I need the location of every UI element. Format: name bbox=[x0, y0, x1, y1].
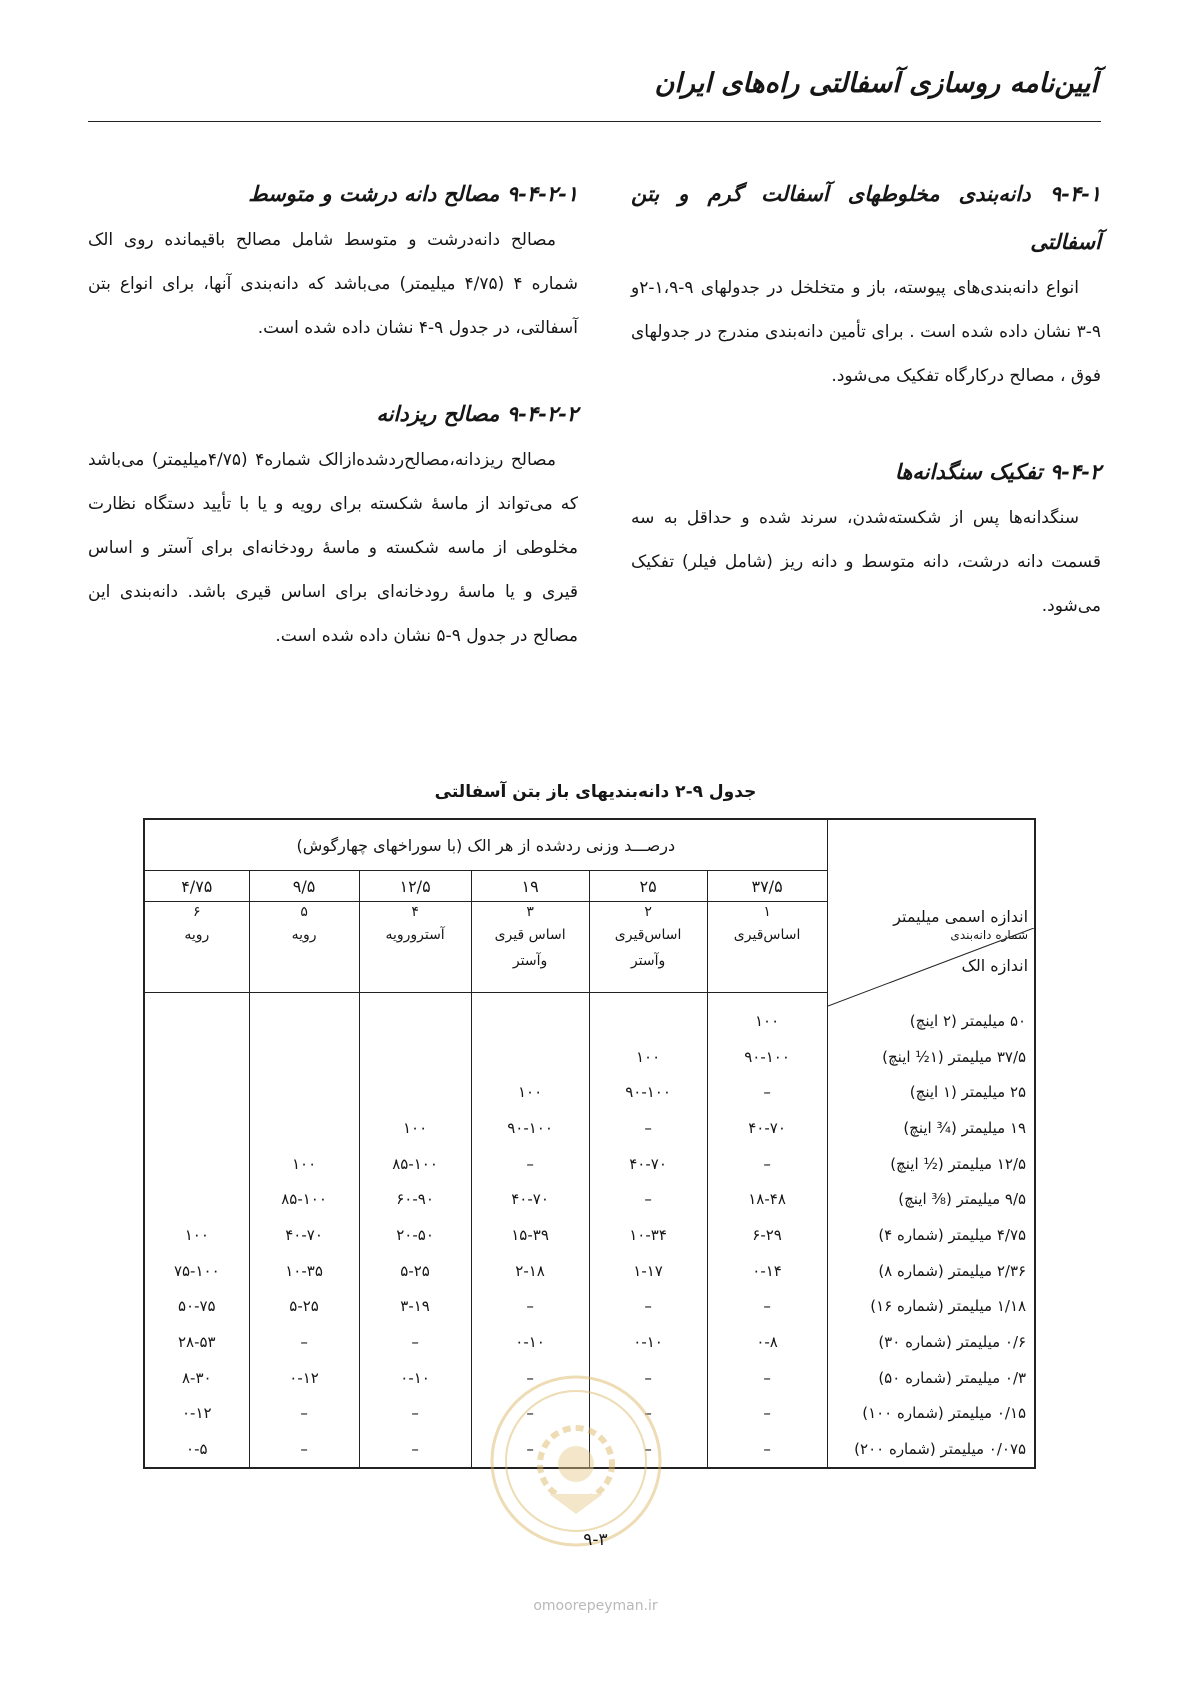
percent-passing-cell: – bbox=[471, 1396, 589, 1432]
percent-passing-cell: – bbox=[471, 1360, 589, 1396]
percent-passing-cell bbox=[144, 1039, 249, 1075]
header-rule bbox=[88, 121, 1101, 122]
percent-passing-cell: ۰-۱۲ bbox=[249, 1360, 359, 1396]
nominal-size-4: ۱۲/۵ bbox=[359, 871, 471, 902]
percent-passing-cell: ۹۰-۱۰۰ bbox=[707, 1039, 827, 1075]
nominal-size-2: ۲۵ bbox=[589, 871, 707, 902]
table-caption: جدول ۹-۲ دانه‌بندیهای باز بتن آسفالتی bbox=[434, 782, 757, 802]
percent-passing-cell: ۸۵-۱۰۰ bbox=[359, 1146, 471, 1182]
grade-use-line2: وآستر bbox=[630, 953, 666, 969]
nominal-size-header: اندازه اسمی میلیمتر bbox=[893, 907, 1029, 927]
sieve-size-label: ۱۹ میلیمتر (¾ اینچ) bbox=[827, 1110, 1035, 1146]
percent-passing-cell bbox=[144, 1074, 249, 1110]
percent-passing-cell: ۴۰-۷۰ bbox=[249, 1217, 359, 1253]
grade-use-line1: رویه bbox=[291, 927, 317, 943]
percent-passing-cell: ۰-۱۰ bbox=[589, 1324, 707, 1360]
percent-passing-cell bbox=[471, 1039, 589, 1075]
table-row bbox=[144, 1110, 1035, 1146]
percent-passing-cell: – bbox=[589, 1289, 707, 1325]
percent-passing-cell: – bbox=[589, 1360, 707, 1396]
table-row bbox=[144, 1039, 1035, 1075]
percent-passing-cell: – bbox=[249, 1324, 359, 1360]
grade-use-4 bbox=[359, 922, 471, 993]
percent-passing-cell: ۴۰-۷۰ bbox=[589, 1146, 707, 1182]
percent-passing-cell bbox=[589, 993, 707, 1039]
table-row bbox=[144, 1217, 1035, 1253]
percent-passing-cell: ۱۸-۴۸ bbox=[707, 1181, 827, 1217]
nominal-size-3: ۱۹ bbox=[471, 871, 589, 902]
sieve-size-label: ۳۷/۵ میلیمتر (۱½ اینچ) bbox=[827, 1039, 1035, 1075]
section-title-9-4-2-1: ۹-۴-۲-۱ مصالح دانه درشت و متوسط bbox=[248, 181, 578, 206]
nominal-size-5: ۹/۵ bbox=[249, 871, 359, 902]
running-title: آیین‌نامه روسازی آسفالتی راه‌های ایران bbox=[654, 68, 1098, 99]
percent-passing-cell bbox=[359, 993, 471, 1039]
percent-passing-cell: ۶-۲۹ bbox=[707, 1217, 827, 1253]
percent-passing-cell bbox=[359, 1074, 471, 1110]
sieve-size-label: ۱/۱۸ میلیمتر (شماره ۱۶) bbox=[827, 1289, 1035, 1325]
grade-number-5: ۵ bbox=[249, 902, 359, 923]
percent-passing-cell bbox=[249, 1110, 359, 1146]
percent-passing-cell: ۰-۱۰ bbox=[471, 1324, 589, 1360]
percent-passing-cell: ۰-۵ bbox=[144, 1431, 249, 1468]
percent-passing-cell: – bbox=[471, 1146, 589, 1182]
watermark-seal-icon bbox=[489, 1374, 663, 1548]
percent-passing-cell: ۶۰-۹۰ bbox=[359, 1181, 471, 1217]
grade-use-line2: وآستر bbox=[512, 953, 548, 969]
percent-passing-cell: ۷۵-۱۰۰ bbox=[144, 1253, 249, 1289]
percent-passing-cell: – bbox=[707, 1360, 827, 1396]
table-row bbox=[144, 1074, 1035, 1110]
percent-passing-cell: ۱۰-۳۴ bbox=[589, 1217, 707, 1253]
percent-passing-cell: – bbox=[589, 1181, 707, 1217]
sieve-size-label: ۲۵ میلیمتر (۱ اینچ) bbox=[827, 1074, 1035, 1110]
nominal-size-6: ۴/۷۵ bbox=[144, 871, 249, 902]
section-title-9-4-1: ۹-۴-۱ دانه‌بندی مخلوطهای آسفالت گرم و بتن آسفالتی bbox=[631, 181, 1101, 254]
percent-passing-cell: – bbox=[471, 1289, 589, 1325]
sieve-size-label: ۹/۵ میلیمتر (⅜ اینچ) bbox=[827, 1181, 1035, 1217]
percent-passing-cell: ۱۰۰ bbox=[707, 993, 827, 1039]
percent-passing-cell bbox=[144, 993, 249, 1039]
grade-use-line1: رویه bbox=[184, 927, 210, 943]
percent-passing-cell: – bbox=[707, 1146, 827, 1182]
percent-passing-cell: ۰-۸ bbox=[707, 1324, 827, 1360]
section-text-9-4-2-1: مصالح دانه‌درشت و متوسط شامل مصالح باقیمانده روی الک شماره ۴ (۴/۷۵ میلیمتر) می‌باشد که دانه‌بندی آنها، برای انواع بتن آسفالتی، در جدول ۹-۴ نشان داده شده است. bbox=[88, 230, 578, 338]
percent-passing-cell: – bbox=[707, 1289, 827, 1325]
grade-use-1 bbox=[707, 922, 827, 993]
table-row bbox=[144, 1253, 1035, 1289]
sieve-size-label: ۵۰ میلیمتر (۲ اینچ) bbox=[827, 993, 1035, 1039]
percent-passing-cell bbox=[144, 1110, 249, 1146]
percent-passing-cell: ۸۵-۱۰۰ bbox=[249, 1181, 359, 1217]
percent-passing-cell: ۵-۲۵ bbox=[249, 1289, 359, 1325]
percent-passing-cell bbox=[249, 993, 359, 1039]
percent-passing-cell: – bbox=[471, 1431, 589, 1468]
percent-passing-cell: – bbox=[249, 1396, 359, 1432]
percent-passing-cell: ۳-۱۹ bbox=[359, 1289, 471, 1325]
sieve-size-label: ۴/۷۵ میلیمتر (شماره ۴) bbox=[827, 1217, 1035, 1253]
percent-passing-cell: ۹۰-۱۰۰ bbox=[589, 1074, 707, 1110]
grade-use-line1: اساس قیری bbox=[494, 927, 566, 943]
table-row bbox=[144, 1146, 1035, 1182]
percent-passing-cell: ۴۰-۷۰ bbox=[471, 1181, 589, 1217]
percent-passing-cell: ۱-۱۷ bbox=[589, 1253, 707, 1289]
section-title-9-4-2: ۹-۴-۲ تفکیک سنگدانه‌ها bbox=[894, 459, 1101, 484]
percent-passing-cell: ۱۰۰ bbox=[144, 1217, 249, 1253]
grade-use-line1: اساس‌قیری bbox=[733, 927, 801, 943]
percent-passing-header: درصـــد وزنی ردشده از هر الک (با سوراخهای چهارگوش) bbox=[144, 819, 827, 871]
percent-passing-cell: ۱۵-۳۹ bbox=[471, 1217, 589, 1253]
percent-passing-cell: – bbox=[359, 1324, 471, 1360]
percent-passing-cell: – bbox=[359, 1396, 471, 1432]
sieve-size-label: ۰/۱۵ میلیمتر (شماره ۱۰۰) bbox=[827, 1396, 1035, 1432]
right-column bbox=[631, 170, 1101, 628]
percent-passing-cell: ۱۰۰ bbox=[589, 1039, 707, 1075]
sieve-size-label: ۰/۰۷۵ میلیمتر (شماره ۲۰۰) bbox=[827, 1431, 1035, 1468]
percent-passing-cell: ۸-۳۰ bbox=[144, 1360, 249, 1396]
grade-number-3: ۳ bbox=[471, 902, 589, 923]
section-text-9-4-2: سنگدانه‌ها پس از شکسته‌شدن، سرند شده و حداقل به سه قسمت دانه درشت، دانه متوسط و دانه ریز (شامل فیلر) تفکیک می‌شود. bbox=[631, 508, 1101, 616]
grade-use-2 bbox=[589, 922, 707, 993]
percent-passing-cell: ۰-۱۴ bbox=[707, 1253, 827, 1289]
percent-passing-cell: ۲۰-۵۰ bbox=[359, 1217, 471, 1253]
table-corner-cell bbox=[827, 819, 1035, 993]
percent-passing-cell bbox=[359, 1039, 471, 1075]
percent-passing-cell: – bbox=[589, 1110, 707, 1146]
section-text-9-4-1: انواع دانه‌بندی‌های پیوسته، باز و متخلخل در جدولهای ۹-۱،۹-۲و ۹-۳ نشان داده شده است . برای تأمین دانه‌بندی مندرج در جدولهای فوق ، مصالح درکارگاه تفکیک می‌شود. bbox=[631, 278, 1101, 386]
percent-passing-cell bbox=[249, 1039, 359, 1075]
percent-passing-cell: ۹۰-۱۰۰ bbox=[471, 1110, 589, 1146]
sieve-size-label: ۱۲/۵ میلیمتر (½ اینچ) bbox=[827, 1146, 1035, 1182]
grade-use-6 bbox=[144, 922, 249, 993]
percent-passing-cell bbox=[471, 993, 589, 1039]
left-column bbox=[88, 170, 578, 658]
grade-use-5 bbox=[249, 922, 359, 993]
sieve-size-label: ۰/۳ میلیمتر (شماره ۵۰) bbox=[827, 1360, 1035, 1396]
percent-passing-cell: – bbox=[589, 1396, 707, 1432]
sieve-size-header: اندازه الک bbox=[961, 956, 1029, 976]
percent-passing-cell: ۲-۱۸ bbox=[471, 1253, 589, 1289]
section-title-9-4-2-2: ۹-۴-۲-۲ مصالح ریزدانه bbox=[376, 401, 578, 426]
percent-passing-cell: ۵۰-۷۵ bbox=[144, 1289, 249, 1325]
percent-passing-cell bbox=[144, 1181, 249, 1217]
grade-number-6: ۶ bbox=[144, 902, 249, 923]
percent-passing-cell: ۰-۱۰ bbox=[359, 1360, 471, 1396]
table-row bbox=[144, 1181, 1035, 1217]
percent-passing-cell: – bbox=[359, 1431, 471, 1468]
percent-passing-cell: – bbox=[249, 1431, 359, 1468]
percent-passing-cell: – bbox=[707, 1396, 827, 1432]
percent-passing-cell: ۱۰-۳۵ bbox=[249, 1253, 359, 1289]
percent-passing-cell bbox=[144, 1146, 249, 1182]
sieve-size-label: ۰/۶ میلیمتر (شماره ۳۰) bbox=[827, 1324, 1035, 1360]
grade-use-line1: آسترورویه bbox=[385, 927, 445, 943]
percent-passing-cell: ۱۰۰ bbox=[359, 1110, 471, 1146]
site-watermark: omoorepeyman.ir bbox=[533, 1598, 658, 1614]
section-text-9-4-2-2: مصالح ریزدانه،مصالح‌ردشده‌ازالک شماره۴ (۴/۷۵میلیمتر) می‌باشد که می‌تواند از ماسهٔ شکسته برای رویه و یا با تأیید دستگاه نظارت مخلوطی از ماسه شکسته و ماسهٔ رودخانه‌ای برای آستر و اساس قیری و یا ماسهٔ رودخانه‌ای برای اساس قیری باشد. دانه‌بندی این مصالح در جدول ۹-۵ نشان داده شده است. bbox=[88, 450, 578, 646]
percent-passing-cell: ۱۰۰ bbox=[249, 1146, 359, 1182]
percent-passing-cell: – bbox=[707, 1074, 827, 1110]
table-row bbox=[144, 1324, 1035, 1360]
percent-passing-cell: – bbox=[707, 1431, 827, 1468]
grade-use-3 bbox=[471, 922, 589, 993]
nominal-size-1: ۳۷/۵ bbox=[707, 871, 827, 902]
grade-number-4: ۴ bbox=[359, 902, 471, 923]
table-row bbox=[144, 1289, 1035, 1325]
percent-passing-cell bbox=[249, 1074, 359, 1110]
grade-number-2: ۲ bbox=[589, 902, 707, 923]
percent-passing-cell: ۵-۲۵ bbox=[359, 1253, 471, 1289]
grade-number-1: ۱ bbox=[707, 902, 827, 923]
grade-number-header: شماره دانه‌بندی bbox=[950, 928, 1029, 943]
grade-use-line1: اساس‌قیری bbox=[614, 927, 682, 943]
percent-passing-cell: ۰-۱۲ bbox=[144, 1396, 249, 1432]
gradation-table bbox=[143, 818, 1036, 1469]
percent-passing-cell: ۲۸-۵۳ bbox=[144, 1324, 249, 1360]
percent-passing-cell: ۱۰۰ bbox=[471, 1074, 589, 1110]
percent-passing-cell: ۴۰-۷۰ bbox=[707, 1110, 827, 1146]
sieve-size-label: ۲/۳۶ میلیمتر (شماره ۸) bbox=[827, 1253, 1035, 1289]
percent-passing-cell: – bbox=[589, 1431, 707, 1468]
page-number: ۹-۳ bbox=[583, 1530, 608, 1550]
